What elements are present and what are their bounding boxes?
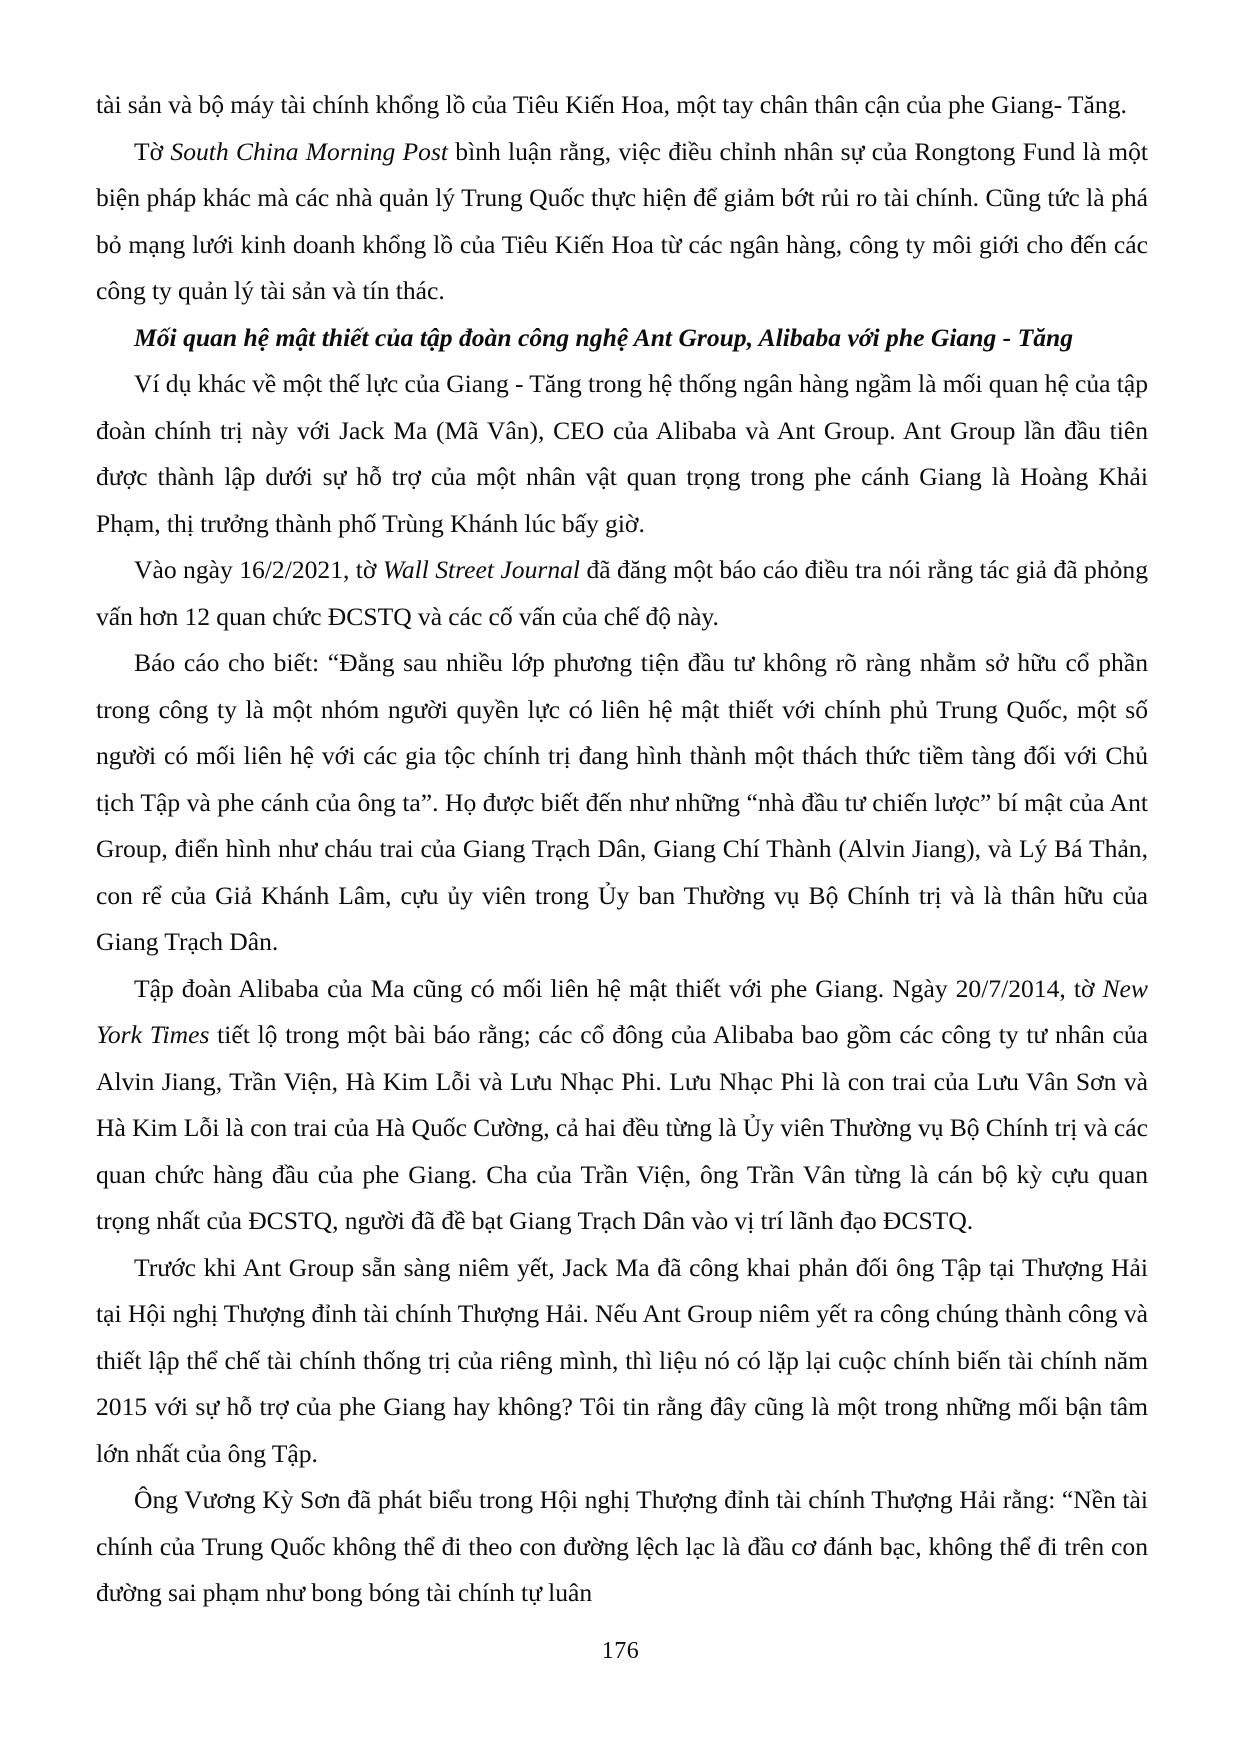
text-run: Trước khi Ant Group sẵn sàng niêm yết, Jack Ma đã công khai phản đối ông Tập tại Thượng Hải tại Hội nghị Thượng đỉnh tài chính Thượng Hải. Nếu Ant Group niêm yết ra công chúng thành công và thiết lập thể chế tài chính thống trị của riêng mình, thì liệu nó có lặp lại cuộc chính biến tài chính năm 2015 với sự hỗ trợ của phe Giang hay không? Tôi tin rằng đây cũng là một trong những mối bận tâm lớn nhất của ông Tập. bbox=[96, 1252, 1148, 1468]
paragraph-7 bbox=[96, 1245, 1148, 1478]
text-run: Ông Vương Kỳ Sơn đã phát biểu trong Hội nghị Thượng đỉnh tài chính Thượng Hải rằng: “Nền tài chính của Trung Quốc không thể đi theo con đường lệch lạc là đầu cơ đánh bạc, không thể đi trên con đường sai phạm như bong bóng tài chính tự luân bbox=[96, 1485, 1148, 1607]
text-run: Tập đoàn Alibaba của Ma cũng có mối liên hệ mật thiết với phe Giang. Ngày 20/7/2014, tờ bbox=[134, 973, 1103, 1003]
text-run: Tờ bbox=[134, 136, 171, 166]
publication-title: South China Morning Post bbox=[170, 136, 449, 166]
paragraph-8 bbox=[96, 1477, 1148, 1617]
publication-title: Wall Street Journal bbox=[382, 555, 581, 584]
publication-title: New York Times bbox=[96, 973, 1148, 1049]
text-run: đã đăng một báo cáo điều tra nói rằng tác giả đã phỏng vấn hơn 12 quan chức ĐCSTQ và các cố vấn của chế độ này. bbox=[96, 555, 1148, 631]
text-run: Vào ngày 16/2/2021, tờ bbox=[134, 555, 383, 584]
paragraph-5 bbox=[96, 640, 1148, 966]
paragraph-4 bbox=[96, 547, 1148, 640]
paragraph-1 bbox=[96, 82, 1148, 129]
text-run: Báo cáo cho biết: “Đằng sau nhiều lớp phương tiện đầu tư không rõ ràng nhằm sở hữu cổ phần trong công ty là một nhóm người quyền lực có liên hệ mật thiết với chính phủ Trung Quốc, một số người có mối liên hệ với các gia tộc chính trị đang hình thành một thách thức tiềm tàng đối với Chủ tịch Tập và phe cánh của ông ta”. Họ được biết đến như những “nhà đầu tư chiến lược” bí mật của Ant Group, điển hình như cháu trai của Giang Trạch Dân, Giang Chí Thành (Alvin Jiang), và Lý Bá Thản, con rể của Giả Khánh Lâm, cựu ủy viên trong Ủy ban Thường vụ Bộ Chính trị và là thân hữu của Giang Trạch Dân. bbox=[96, 648, 1148, 956]
page-number: 176 bbox=[601, 1638, 640, 1664]
text-run: bình luận rằng, việc điều chỉnh nhân sự của Rongtong Fund là một biện pháp khác mà các nhà quản lý Trung Quốc thực hiện để giảm bớt rủi ro tài chính. Cũng tức là phá bỏ mạng lưới kinh doanh khổng lồ của Tiêu Kiến Hoa từ các ngân hàng, công ty môi giới cho đến các công ty quản lý tài sản và tín thác. bbox=[96, 136, 1148, 305]
paragraph-2 bbox=[96, 129, 1148, 315]
text-run: tài sản và bộ máy tài chính khổng lồ của Tiêu Kiến Hoa, một tay chân thân cận của phe Giang- Tăng. bbox=[96, 90, 1127, 119]
paragraph-3 bbox=[96, 361, 1148, 547]
text-column bbox=[96, 82, 1148, 1617]
text-run: Ví dụ khác về một thế lực của Giang - Tăng trong hệ thống ngân hàng ngầm là mối quan hệ của tập đoàn chính trị này với Jack Ma (Mã Vân), CEO của Alibaba và Ant Group. Ant Group lần đầu tiên được thành lập dưới sự hỗ trợ của một nhân vật quan trọng trong phe cánh Giang là Hoàng Khải Phạm, thị trưởng thành phố Trùng Khánh lúc bấy giờ. bbox=[96, 369, 1148, 538]
paragraph-6 bbox=[96, 966, 1148, 1245]
text-run: tiết lộ trong một bài báo rằng; các cổ đông của Alibaba bao gồm các công ty tư nhân của Alvin Jiang, Trần Viện, Hà Kim Lỗi và Lưu Nhạc Phi. Lưu Nhạc Phi là con trai của Lưu Vân Sơn và Hà Kim Lỗi là con trai của Hà Quốc Cường, cả hai đều từng là Ủy viên Thường vụ Bộ Chính trị và các quan chức hàng đầu của phe Giang. Cha của Trần Viện, ông Trần Vân từng là cán bộ kỳ cựu quan trọng nhất của ĐCSTQ, người đã đề bạt Giang Trạch Dân vào vị trí lãnh đạo ĐCSTQ. bbox=[96, 1020, 1148, 1235]
section-heading bbox=[96, 315, 1148, 362]
heading-text: Mối quan hệ mật thiết của tập đoàn công nghệ Ant Group, Alibaba với phe Giang - Tăng bbox=[134, 322, 1074, 352]
